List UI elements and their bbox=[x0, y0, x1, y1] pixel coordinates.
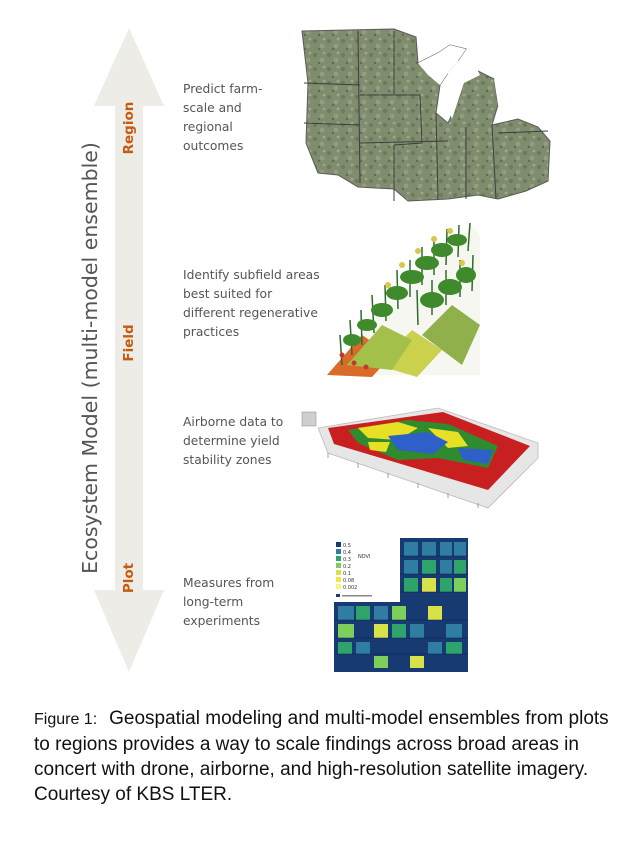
midwest-map-image bbox=[298, 23, 553, 203]
yield-stability-image bbox=[298, 398, 548, 526]
ndvi-legend-title: NDVI bbox=[358, 554, 371, 560]
scale-label-plot: Plot bbox=[121, 562, 137, 594]
crop-field-image bbox=[322, 215, 482, 380]
ndvi-tick: 0.002 bbox=[343, 585, 358, 591]
ndvi-tick: 0.2 bbox=[343, 564, 351, 570]
scale-label-region: Region bbox=[121, 101, 137, 155]
axis-title: Ecosystem Model (multi-model ensemble) bbox=[78, 142, 102, 574]
ndvi-tick: 0.4 bbox=[343, 550, 351, 556]
ndvi-tick: 0.1 bbox=[343, 571, 351, 577]
caption-label: Figure 1: bbox=[34, 711, 98, 728]
scale-label-field: Field bbox=[121, 324, 137, 362]
ndvi-plot-image bbox=[330, 536, 470, 678]
level-description-field: Identify subfield areas best suited for different regenerative practices bbox=[183, 268, 320, 339]
ndvi-tick: 0.5 bbox=[343, 543, 351, 549]
ndvi-tick: 0.08 bbox=[343, 578, 355, 584]
caption-text: Geospatial modeling and multi-model ensembles from plots to regions provides a way to scale findings across broad areas in concert with drone, airborne, and high-resolution satellite imagery. Courtesy of KBS LTER. bbox=[34, 708, 609, 805]
level-description-plot: Measures from long-term experiments bbox=[183, 576, 275, 628]
level-description-region: Predict farm- scale and regional outcomes bbox=[183, 82, 263, 153]
figure-caption bbox=[34, 706, 609, 807]
ndvi-tick: 0.3 bbox=[343, 557, 351, 563]
level-description-yield: Airborne data to determine yield stability zones bbox=[183, 415, 284, 467]
